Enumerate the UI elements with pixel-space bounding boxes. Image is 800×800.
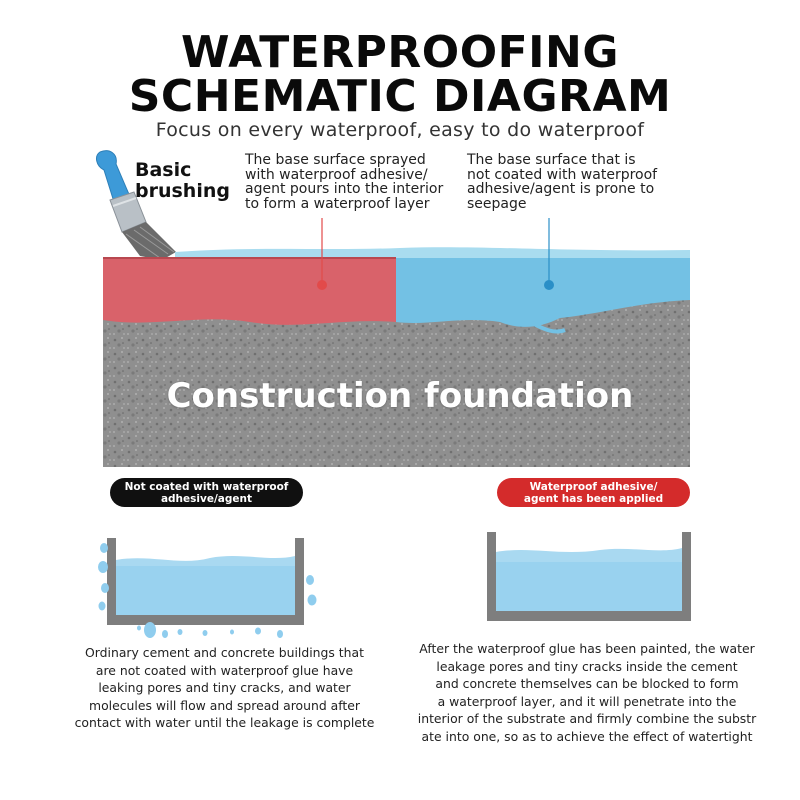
leak-drop (100, 543, 108, 553)
description-uncoated (52, 644, 397, 732)
description-uncoated-line: contact with water until the leakage is complete (74, 715, 375, 730)
pill-applied-line: agent has been applied (523, 492, 664, 505)
leak-drop (308, 595, 317, 606)
pill-not-coated (110, 478, 303, 507)
brush-label-line-1: Basic (135, 159, 192, 181)
brush-label-line-2: brushing (135, 180, 230, 202)
leak-drop (255, 628, 261, 635)
pill-not-coated-line: Not coated with waterproof (124, 480, 289, 493)
description-uncoated-line: Ordinary cement and concrete buildings that (85, 645, 364, 660)
leak-drop (144, 622, 156, 638)
callout-coated-line: with waterproof adhesive/ (245, 166, 428, 183)
leak-drop (306, 575, 314, 585)
subtitle: Focus on every waterproof, easy to do waterproof (155, 119, 645, 141)
description-coated (398, 640, 776, 745)
description-coated-line: leakage pores and tiny cracks inside the cement (436, 658, 738, 674)
callout-uncoated-line: seepage (467, 195, 527, 212)
callout-coated-line: to form a waterproof layer (245, 195, 430, 212)
leak-drop (98, 561, 108, 573)
container-uncoated (98, 538, 317, 638)
container-coated (487, 532, 691, 621)
description-coated-line: After the waterproof glue has been painted, the water (419, 641, 755, 656)
callout-coated-line: The base surface sprayed (245, 152, 426, 168)
callout-coated-line: agent pours into the interior (245, 181, 444, 197)
coated-layer (103, 258, 396, 325)
description-uncoated-line: leaking pores and tiny cracks, and water (98, 680, 351, 695)
leak-drop (277, 630, 283, 638)
pill-not-coated-line: adhesive/agent (160, 492, 253, 505)
description-coated-line: and concrete themselves can be blocked to form (435, 676, 739, 691)
description-coated-line: ate into one, so as to achieve the effect of watertight (421, 728, 753, 744)
leak-drop (178, 629, 183, 635)
marker-dot-seepage (544, 280, 554, 290)
pill-applied (497, 478, 690, 507)
title-line-2: SCHEMATIC DIAGRAM (128, 71, 672, 122)
leak-drop (203, 630, 208, 636)
callout-uncoated-line: not coated with waterproof (467, 166, 658, 183)
marker-dot-coated (317, 280, 327, 290)
description-coated-line: interior of the substrate and firmly combine the substr (417, 711, 757, 726)
leak-drop (162, 630, 168, 638)
foundation-label: Construction foundation (166, 376, 634, 416)
pill-applied-line: Waterproof adhesive/ (529, 480, 658, 493)
description-coated-line: a waterproof layer, and it will penetrate into the (437, 693, 737, 709)
leak-drop (99, 602, 106, 611)
title-line-1: WATERPROOFING (181, 27, 619, 78)
description-uncoated-line: are not coated with waterproof glue have (95, 662, 354, 678)
callout-uncoated-line: adhesive/agent is prone to (467, 181, 655, 197)
description-uncoated-line: molecules will flow and spread around after (89, 697, 360, 713)
leak-drop (230, 630, 234, 635)
callout-uncoated-line: The base surface that is (467, 152, 636, 168)
leak-drop (101, 583, 109, 593)
leak-drop (137, 626, 141, 631)
